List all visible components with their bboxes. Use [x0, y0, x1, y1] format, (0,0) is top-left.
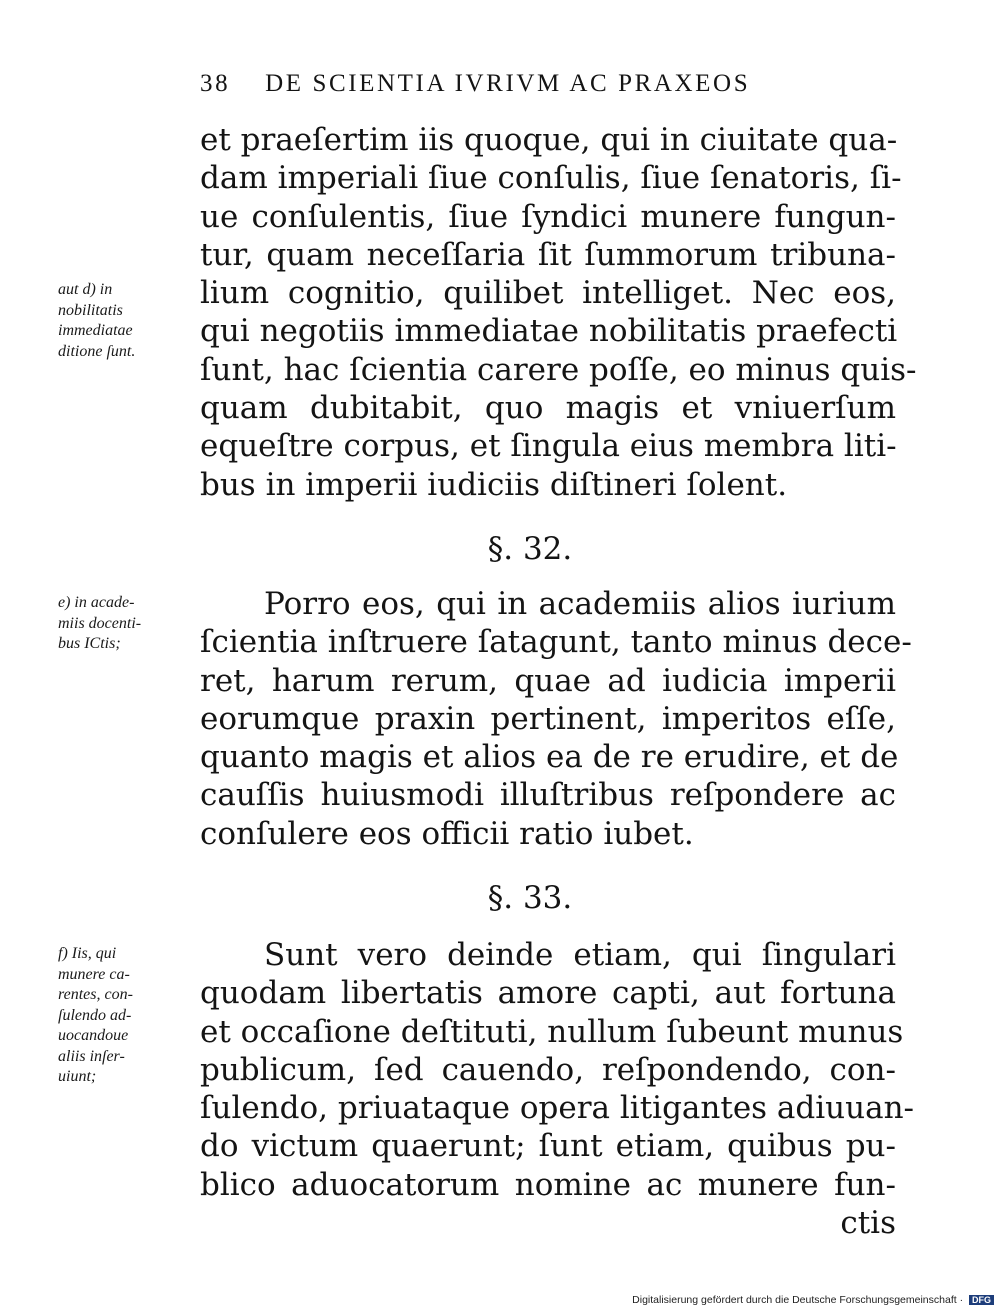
text-line: et praeſertim iis quoque, qui in ciuitate qua-	[200, 122, 898, 158]
note-line: aut d) in	[58, 281, 113, 298]
text-line: eorumque praxin pertinent, imperitos eſſe,	[200, 700, 896, 737]
note-line: aliis inſer-	[58, 1047, 125, 1065]
text-line: ret, harum rerum, quae ad iudicia imperii	[200, 662, 896, 699]
section-heading-32: §. 32.	[487, 531, 573, 567]
text-line: ſulendo, priuataque opera litigantes adiuuan-	[200, 1090, 915, 1127]
text-line: ctis	[840, 1205, 896, 1242]
text-line: bus in imperii iudiciis diſtineri ſolent.	[200, 466, 788, 503]
text-line: do victum quaerunt; ſunt etiam, quibus pu-	[200, 1128, 896, 1165]
running-header	[200, 70, 820, 98]
text-line: et occaſione deſtituti, nullum ſubeunt munus	[200, 1013, 904, 1050]
section-33-paragraph	[200, 936, 915, 1242]
page-number: 38	[200, 70, 231, 97]
note-line: uiunt;	[58, 1068, 97, 1085]
text-line: Sunt vero deinde etiam, qui ſingulari	[264, 937, 896, 973]
note-line: rentes, con-	[58, 986, 133, 1003]
text-line: Porro eos, qui in academiis alios iurium	[264, 586, 896, 622]
text-line: quodam libertatis amore capti, aut fortuna	[200, 975, 896, 1012]
margin-note-e	[58, 593, 198, 655]
note-line: munere ca-	[58, 965, 130, 983]
note-line: bus ICtis;	[58, 635, 121, 652]
margin-note-d	[58, 280, 198, 362]
text-line: ſcientia inſtruere ſatagunt, tanto minus dece-	[200, 624, 912, 661]
text-line: publicum, ſed cauendo, reſpondendo, con-	[200, 1051, 896, 1088]
text-line: quanto magis et alios ea de re erudire, et de	[200, 739, 899, 776]
text-line: lium cognitio, quilibet intelliget. Nec eos,	[200, 275, 896, 312]
credit-text: Digitalisierung gefördert durch die Deutsche Forschungsgemeinschaft ·	[632, 1294, 964, 1306]
text-line: equeſtre corpus, et ſingula eius membra liti-	[200, 428, 897, 465]
note-line: f) Iis, qui	[58, 945, 117, 962]
text-line: qui negotiis immediatae nobilitatis praefecti	[200, 313, 898, 350]
note-line: uocandoue	[58, 1027, 129, 1044]
paragraph-continued	[200, 121, 917, 504]
margin-note-f	[58, 944, 198, 1088]
section-heading-33: §. 33.	[487, 880, 573, 916]
text-line: ſunt, hac ſcientia carere poſſe, eo minus quis-	[200, 351, 917, 388]
dfg-logo-icon: DFG	[969, 1295, 994, 1305]
running-title: DE SCIENTIA IVRIVM AC PRAXEOS	[265, 70, 751, 97]
text-line: quam dubitabit, quo magis et vniuerſum	[200, 390, 896, 427]
text-line: dam imperiali ſiue conſulis, ſiue ſenatoris, ſi-	[200, 160, 902, 197]
text-line: tur, quam neceſſaria ſit ſummorum tribuna-	[200, 236, 896, 273]
text-line: blico aduocatorum nomine ac munere fun-	[200, 1166, 896, 1203]
note-line: miis docenti-	[58, 614, 142, 632]
note-line: ditione ſunt.	[58, 342, 136, 360]
text-line: ue conſulentis, ſiue ſyndici munere fungun-	[200, 198, 896, 235]
digitization-credit	[560, 1294, 1000, 1306]
text-line: cauſſis huiusmodi illuſtribus reſpondere ac	[200, 777, 896, 814]
note-line: ſulendo ad-	[58, 1006, 132, 1024]
section-32-paragraph	[200, 585, 912, 853]
text-line: conſulere eos officii ratio iubet.	[200, 815, 694, 852]
note-line: e) in acade-	[58, 594, 135, 611]
note-line: immediatae	[58, 322, 133, 339]
note-line: nobilitatis	[58, 301, 123, 319]
